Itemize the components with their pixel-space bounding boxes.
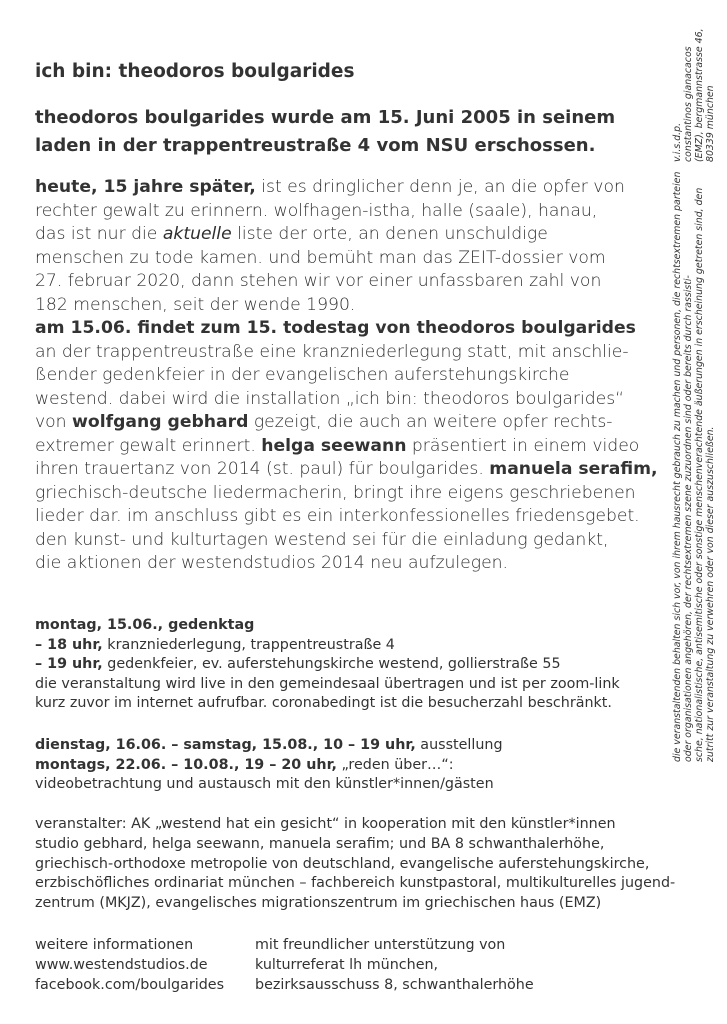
artist-name: manuela serafim, [489, 459, 658, 479]
body-line: griechisch-deutsche liedermacherin, bringt ihre eigens geschriebenen [35, 482, 636, 503]
schedule-note: kurz zuvor im internet aufrufbar. coronabedingt ist die besucherzahl beschränkt. [35, 695, 612, 711]
organizer-line: veranstalter: AK „westend hat ein gesicht“ in kooperation mit den künstler*innen [35, 816, 616, 832]
imprint: v.i.s.d.p. constantinos gianacacos (EMZ), bergmannstrasse 46, 80339 münchen [672, 28, 716, 162]
schedule-item: – 19 uhr, gedenkfeier, ev. auferstehungskirche westend, gollierstraße 55 [35, 656, 561, 672]
schedule-time: montags, 22.06. – 10.08., 19 – 20 uhr, [35, 756, 337, 773]
organizer-line: studio gebhard, helga seewann, manuela serafim; und BA 8 schwanthalerhöhe, [35, 835, 605, 852]
schedule-note: die veranstaltung wird live in den gemeindesaal übertragen und ist per zoom-link [35, 675, 620, 692]
body-line: lieder dar. im anschluss gibt es ein interkonfessionelles friedensgebet. [35, 506, 640, 526]
artist-name: helga seewann [261, 435, 407, 456]
legal-notice: die veranstaltenden behalten sich vor, von ihrem hausrecht gebrauch zu machen und personen, die rechtsextremen parteien oder organisationen angehören, der rechtsextremen szene zuzuordnen sind oder bereits durch rassisti- sche, nationalistische, antisemitische oder sonstige menschenverachtende äußerungen in erscheinung getreten sind, den zutritt zur veranstaltung zu verwehren oder von dieser auszuschließen. [672, 171, 716, 762]
schedule-time: dienstag, 16.06. – samstag, 15.08., 10 – 19 uhr, [35, 737, 416, 753]
support-label: mit freundlicher unterstützung von [255, 937, 506, 953]
body-line: rechter gewalt zu erinnern. wolfhagen-istha, halle (saale), hanau, [35, 200, 598, 221]
artist-name: wolfgang gebhard [72, 412, 249, 432]
organizer-line: erzbischöfliches ordinariat münchen – fachbereich kunstpastoral, multikulturelles jugend- [35, 875, 676, 892]
body-line: heute, 15 jahre später, ist es dringlicher denn je, an die opfer von [35, 177, 625, 197]
body-line: westend. dabei wird die installation „ich bin: theodoros boulgarides“ [35, 388, 625, 409]
emphasis: aktuelle [162, 224, 232, 244]
supporter: kulturreferat lh münchen, [255, 956, 439, 973]
body-line: von wolfgang gebhard gezeigt, die auch an weitere opfer rechts- [35, 412, 613, 432]
body-line: extremer gewalt erinnert. helga seewann präsentiert in einem video [35, 435, 640, 456]
lead-paragraph [35, 104, 655, 160]
body-line: den kunst- und kulturtagen westend sei für die einladung gedankt, [35, 529, 609, 550]
body-line: menschen zu tode kamen. und bemüht man das ZEIT-dossier vom [35, 247, 606, 268]
lead-line: laden in der trappentreustraße 4 vom NSU erschossen. [35, 135, 596, 156]
website-link[interactable]: www.westendstudios.de [35, 956, 208, 973]
schedule-item: dienstag, 16.06. – samstag, 15.08., 10 – 19 uhr, ausstellung [35, 737, 503, 753]
organizer-line: zentrum (MKJZ), evangelisches migrationszentrum im griechischen haus (EMZ) [35, 895, 602, 912]
organizer-block [35, 815, 705, 914]
facebook-link[interactable]: facebook.com/boulgarides [35, 976, 225, 993]
body-line: am 15.06. findet zum 15. todestag von theodoros boulgarides [35, 318, 636, 338]
body-line: 27. februar 2020, dann stehen wir vor einer unfassbaren zahl von [35, 271, 602, 291]
body-line: ihren trauertanz von 2014 (st. paul) für boulgarides. manuela serafim, [35, 459, 658, 479]
body-line: die aktionen der westendstudios 2014 neu aufzulegen. [35, 553, 509, 573]
schedule-note: videobetrachtung und austausch mit den künstler*innen/gästen [35, 776, 494, 792]
body-line: an der trappentreustraße eine kranzniederlegung statt, mit anschlie- [35, 341, 629, 362]
schedule-time: – 19 uhr, [35, 656, 103, 672]
schedule-time: – 18 uhr, [35, 636, 103, 653]
highlight: heute, 15 jahre später, [35, 177, 256, 197]
schedule-item: – 18 uhr, kranzniederlegung, trappentreustraße 4 [35, 636, 395, 653]
body-line: ßender gedenkfeier in der evangelischen auferstehungskirche [35, 365, 570, 385]
schedule-exhibition [35, 736, 695, 795]
body-line: das ist nur die aktuelle liste der orte, an denen unschuldige [35, 224, 548, 244]
side-column [672, 22, 727, 762]
organizer-line: griechisch-orthodoxe metropolie von deutschland, evangelische auferstehungskirche, [35, 855, 650, 872]
footer-info [35, 936, 245, 995]
schedule-day: montag, 15.06., gedenktag [35, 617, 255, 633]
info-label: weitere informationen [35, 937, 194, 953]
body-line: 182 menschen, seit der wende 1990. [35, 294, 356, 315]
lead-line: theodoros boulgarides wurde am 15. Juni 2005 in seinem [35, 107, 616, 128]
supporter: bezirksausschuss 8, schwanthalerhöhe [255, 976, 534, 993]
schedule-monday [35, 616, 695, 714]
footer-support [255, 936, 585, 995]
page-title: ich bin: theodoros boulgarides [35, 61, 355, 82]
schedule-item: montags, 22.06. – 10.08., 19 – 20 uhr, „reden über…“: [35, 756, 454, 773]
body-text [35, 176, 675, 576]
